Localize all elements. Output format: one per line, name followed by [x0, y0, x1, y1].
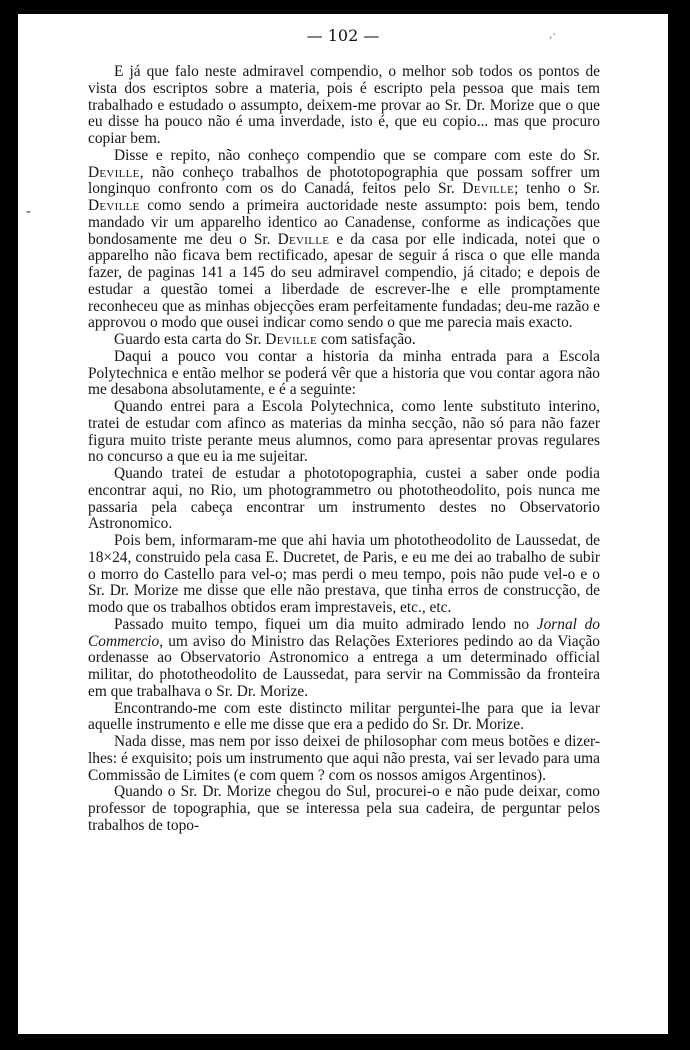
- paragraph: Disse e repito, não conheço compendio que se compare com este do Sr. Deville, não conheço trabalhos de phototopographia que possam soffrer um longinquo confronto com os do Canadá, feitos pelo Sr. Deville; tenho o Sr. Deville como sendo a primeira auctoridade neste assumpto: pois bem, tendo mandado vir um apparelho identico ao Canadense, conforme as indicações que bondosamente me deu o Sr. Deville e da casa por elle indicada, notei que o apparelho não ficava bem rectificado, apesar de seguir á risca o que elle manda fazer, de paginas 141 a 145 do seu admiravel compendio, já citado; e depois de estudar a questão tomei a liberdade de escrever-lhe e elle promptamente reconheceu que as minhas objecções eram perfeitamente fundadas; deu-me razão e approvou o modo que ousei indicar como sendo o que me parecia mais exacto.: [88, 146, 601, 332]
- paragraph: Daqui a pouco vou contar a historia da minha entrada para a Escola Polytechnica e então melhor se poderá vêr que a historia que vou contar agora não me desabona absolutamente, e é a seguinte:: [88, 347, 600, 399]
- newspaper-title: Jornal do Commercio: [88, 615, 600, 650]
- paragraph: Passado muito tempo, fiquei um dia muito admirado lendo no Jornal do Commercio, um aviso do Ministro das Relações Exteriores pedindo ao da Viação ordenasse ao Observatorio Astronomico a entrega a um determinado official militar, do phototheodolito de Laussedat, para servir na Commissão da fronteira em que trabalhava o Sr. Dr. Morize.: [88, 615, 600, 700]
- paragraph: Quando entrei para a Escola Polytechnica, como lente substituto interino, tratei de estudar com afinco as materias da minha secção, não só para não fazer figura muito triste perante meus alumnos, como para apresentar provas regulares no concurso a que eu ia me sujeitar.: [88, 398, 600, 466]
- page-number: — 102 —: [306, 26, 380, 45]
- paragraph: E já que falo neste admiravel compendio, o melhor sob todos os pontos de vista dos escriptos sobre a materia, pois é escripto pela pessoa que mais tem trabalhado e estudado o assumpto, deixem-me provar ao Sr. Dr. Morize que o que eu disse ha pouco não é uma inverdade, isto é, que eu copio... mas que procuro copiar bem.: [88, 63, 600, 147]
- body-text: [88, 64, 600, 835]
- paragraph: Quando tratei de estudar a phototopographia, custei a saber onde podia encontrar aqui, no Rio, um photogrammetro ou phototheodolito, pois nunca me passaria pela cabeça encontrar um instrumento destes no Observatorio Astronomico.: [88, 465, 600, 533]
- paragraph: Pois bem, informaram-me que ahi havia um phototheodolito de Laussedat, de 18×24, construido pela casa E. Ducretet, de Paris, e eu me dei ao trabalho de subir o morro do Castello para vel-o; mas perdi o meu tempo, pois não pude vel-o e o Sr. Dr. Morize me disse que elle não prestava, que tinha erros de construcção, de modo que os trabalhos obtidos eram imprestaveis, etc., etc.: [88, 532, 600, 616]
- author-name: Deville: [88, 163, 140, 181]
- author-name: Deville: [88, 197, 140, 214]
- margin-mark: -: [26, 204, 32, 220]
- author-name: Deville: [277, 230, 330, 248]
- author-name: Deville: [462, 180, 515, 198]
- paragraph: Guardo esta carta do Sr. Deville com satisfação.: [114, 331, 416, 348]
- paragraph: Nada disse, mas nem por isso deixei de philosophar com meus botões e dizer-lhes: é exquisito; pois um instrumento que aqui não presta, vai ser levado para uma Commissão de Limites (e com quem ? com os nossos amigos Argentinos).: [88, 733, 600, 784]
- author-name: Deville: [265, 331, 317, 348]
- paragraph: Encontrando-me com este distincto militar perguntei-lhe para que ia levar aquelle instrumento e elle me disse que era a pedido do Sr. Dr. Morize.: [88, 699, 600, 734]
- book-page: [18, 14, 668, 1034]
- print-speck: ,·: [549, 28, 556, 41]
- paragraph: Quando o Sr. Dr. Morize chegou do Sul, procurei-o e não pude deixar, como professor de topographia, que se interessa pela sua cadeira, de perguntar pelos trabalhos de topo-: [88, 783, 600, 834]
